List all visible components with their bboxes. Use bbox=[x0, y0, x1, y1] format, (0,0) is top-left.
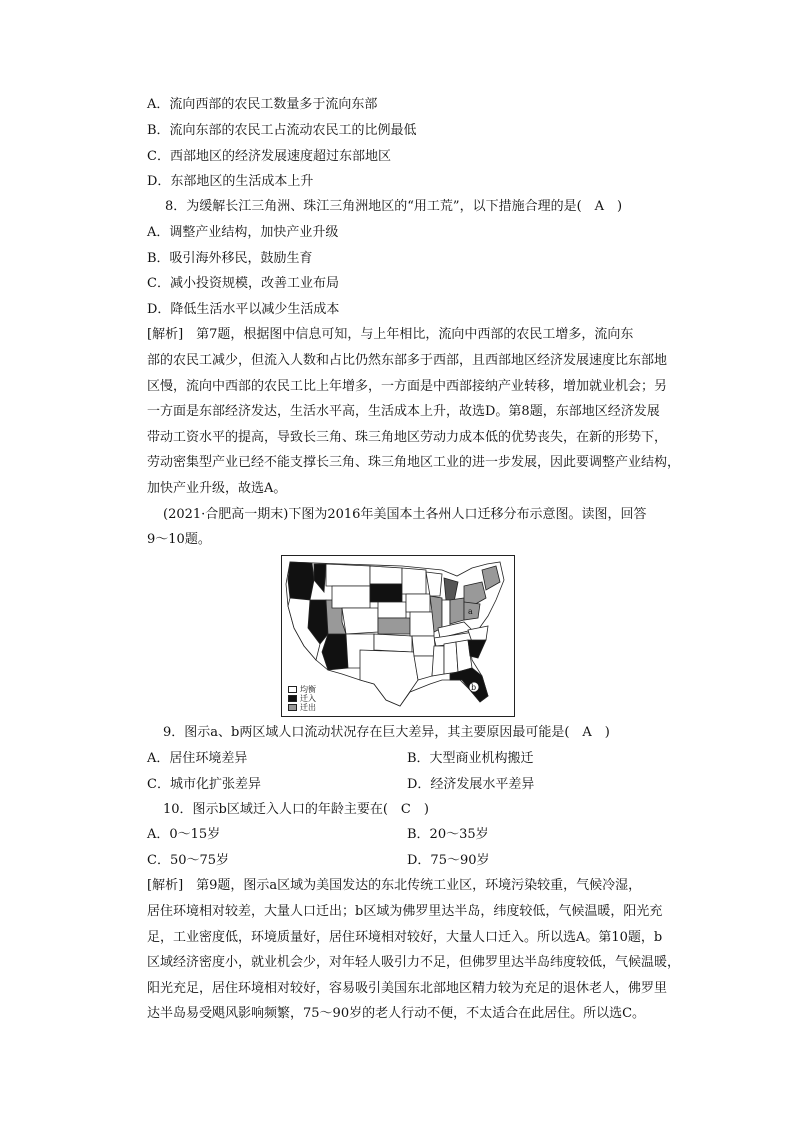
legend-label-out: 迁出 bbox=[300, 703, 316, 712]
q9-option-a: A．居住环境差异 bbox=[147, 751, 248, 766]
map-label-b: b bbox=[471, 683, 477, 692]
q8-option-a: A．调整产业结构，加快产业升级 bbox=[147, 225, 339, 240]
q7-option-b: B．流向东部的农民工占流动农民工的比例最低 bbox=[147, 123, 417, 138]
intro-line-1: (2021·合肥高一期末)下图为2016年美国本土各州人口迁移分布示意图。读图，回答 bbox=[163, 507, 647, 522]
legend-item-out bbox=[288, 703, 316, 712]
legend-swatch-white bbox=[288, 686, 297, 693]
q8-option-c: C．减小投资规模，改善工业布局 bbox=[147, 276, 339, 291]
map-legend bbox=[288, 685, 316, 712]
analysis1-line-6: 劳动密集型产业已经不能支撑长三角、珠三角地区工业的进一步发展，因此要调整产业结构， bbox=[147, 455, 681, 470]
q10-option-d: D．75～90岁 bbox=[407, 853, 490, 868]
map-label-a: a bbox=[468, 607, 473, 616]
analysis1-line-3: 区慢，流向中西部的农民工比上年增多，一方面是中西部接纳产业转移，增加就业机会；另 bbox=[147, 379, 668, 394]
analysis2-line-2: 居住环境相对较差，大量人口迁出；b区域为佛罗里达半岛，纬度较低，气候温暖，阳光充 bbox=[147, 904, 663, 919]
legend-item-balanced bbox=[288, 685, 316, 694]
legend-label-in: 迁入 bbox=[300, 694, 316, 703]
q10-option-b: B．20～35岁 bbox=[407, 827, 489, 842]
intro-line-2: 9～10题。 bbox=[147, 532, 211, 547]
legend-label-balanced: 均衡 bbox=[300, 685, 316, 694]
q9-option-c: C．城市化扩张差异 bbox=[147, 777, 261, 792]
analysis1-line-5: 带动工资水平的提高，导致长三角、珠三角地区劳动力成本低的优势丧失，在新的形势下， bbox=[147, 430, 668, 445]
q7-option-c: C．西部地区的经济发展速度超过东部地区 bbox=[147, 149, 391, 164]
analysis2-line-5: 阳光充足，居住环境相对较好，容易吸引美国东北部地区精力较为充足的退休老人，佛罗里 bbox=[147, 981, 668, 996]
q9-option-b: B．大型商业机构搬迁 bbox=[407, 751, 534, 766]
us-migration-map bbox=[281, 555, 515, 717]
q9-option-d: D．经济发展水平差异 bbox=[407, 777, 535, 792]
analysis2-line-3: 足，工业密度低，环境质量好，居住环境相对较好，大量人口迁入。所以选A。第10题，b bbox=[147, 930, 663, 945]
q9-stem: 9．图示a、b两区域人口流动状况存在巨大差异，其主要原因最可能是( A ) bbox=[163, 725, 610, 740]
legend-swatch-grey bbox=[288, 704, 297, 711]
analysis2-line-6: 达半岛易受飓风影响频繁，75～90岁的老人行动不便，不太适合在此居住。所以选C。 bbox=[147, 1006, 646, 1021]
analysis1-line-1: [解析] 第7题，根据图中信息可知，与上年相比，流向中西部的农民工增多，流向东 bbox=[147, 327, 634, 342]
analysis1-line-4: 一方面是东部经济发达，生活水平高，生活成本上升，故选D。第8题，东部地区经济发展 bbox=[147, 404, 660, 419]
us-map-graphic bbox=[282, 556, 514, 716]
q8-option-d: D．降低生活水平以减少生活成本 bbox=[147, 302, 340, 317]
analysis2-line-1: [解析] 第9题，图示a区域为美国发达的东北传统工业区，环境污染较重，气候冷湿， bbox=[147, 878, 642, 893]
legend-item-in bbox=[288, 694, 316, 703]
analysis1-line-7: 加快产业升级，故选A。 bbox=[147, 481, 287, 496]
q10-option-a: A．0～15岁 bbox=[147, 827, 221, 842]
q7-option-a: A．流向西部的农民工数量多于流向东部 bbox=[147, 97, 378, 112]
analysis1-line-2: 部的农民工减少，但流入人数和占比仍然东部多于西部，且西部地区经济发展速度比东部地 bbox=[147, 353, 668, 368]
q10-option-c: C．50～75岁 bbox=[147, 853, 230, 868]
q8-option-b: B．吸引海外移民，鼓励生育 bbox=[147, 251, 313, 266]
analysis2-line-4: 区域经济密度小，就业机会少，对年轻人吸引力不足，但佛罗里达半岛纬度较低，气候温暖， bbox=[147, 955, 681, 970]
q10-stem: 10．图示b区域迁入人口的年龄主要在( C ) bbox=[163, 802, 429, 817]
legend-swatch-black bbox=[288, 695, 297, 702]
q7-option-d: D．东部地区的生活成本上升 bbox=[147, 174, 314, 189]
q8-stem: 8．为缓解长江三角洲、珠江三角洲地区的“用工荒”，以下措施合理的是( A ) bbox=[165, 199, 623, 214]
